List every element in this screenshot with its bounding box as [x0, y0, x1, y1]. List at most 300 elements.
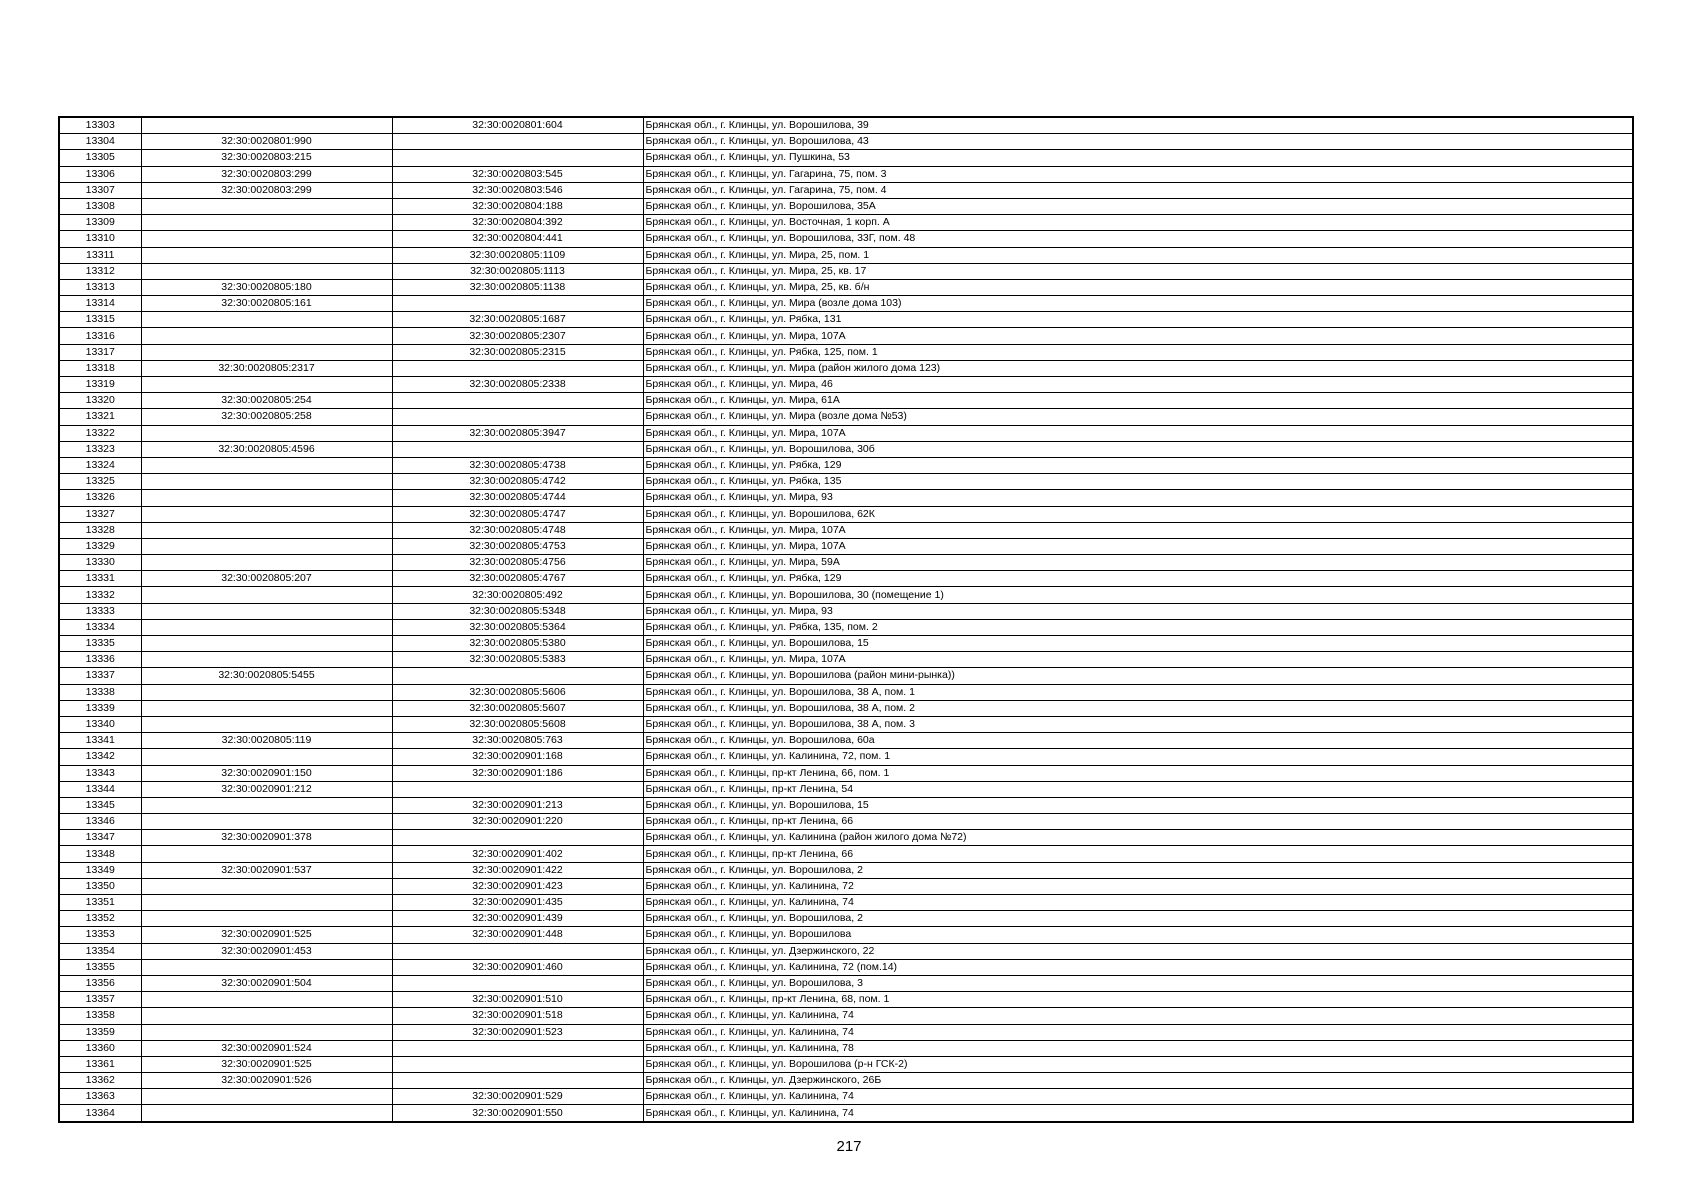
object-cadastral-number-cell: 32:30:0020901:213 [392, 797, 643, 813]
table-row [59, 360, 1633, 376]
address-cell: Брянская обл., г. Клинцы, ул. Дзержинского, 22 [643, 943, 1633, 959]
cadastral-number-cell [141, 636, 392, 652]
object-cadastral-number-cell [392, 1040, 643, 1056]
address-cell: Брянская обл., г. Клинцы, ул. Ворошилова, 35А [643, 198, 1633, 214]
object-cadastral-number-cell: 32:30:0020805:4738 [392, 457, 643, 473]
cadastral-number-cell [141, 911, 392, 927]
cadastral-number-cell [141, 878, 392, 894]
row-number-cell: 13318 [59, 360, 141, 376]
address-cell: Брянская обл., г. Клинцы, ул. Мира (возле дома №53) [643, 409, 1633, 425]
table-row [59, 117, 1633, 134]
address-cell: Брянская обл., г. Клинцы, ул. Ворошилова, 62К [643, 506, 1633, 522]
address-cell: Брянская обл., г. Клинцы, ул. Мира, 93 [643, 490, 1633, 506]
table-row [59, 781, 1633, 797]
row-number-cell: 13319 [59, 377, 141, 393]
address-cell: Брянская обл., г. Клинцы, ул. Ворошилова, 33Г, пом. 48 [643, 231, 1633, 247]
row-number-cell: 13339 [59, 700, 141, 716]
object-cadastral-number-cell: 32:30:0020801:604 [392, 117, 643, 134]
object-cadastral-number-cell: 32:30:0020805:492 [392, 587, 643, 603]
address-cell: Брянская обл., г. Клинцы, ул. Мира, 61А [643, 393, 1633, 409]
row-number-cell: 13350 [59, 878, 141, 894]
row-number-cell: 13363 [59, 1089, 141, 1105]
cadastral-number-cell: 32:30:0020805:207 [141, 571, 392, 587]
row-number-cell: 13345 [59, 797, 141, 813]
row-number-cell: 13308 [59, 198, 141, 214]
table-row [59, 668, 1633, 684]
table-row [59, 733, 1633, 749]
address-cell: Брянская обл., г. Клинцы, ул. Ворошилова, 60а [643, 733, 1633, 749]
table-row [59, 538, 1633, 554]
row-number-cell: 13337 [59, 668, 141, 684]
address-cell: Брянская обл., г. Клинцы, ул. Мира, 107А [643, 328, 1633, 344]
cadastral-number-cell [141, 992, 392, 1008]
table-row [59, 749, 1633, 765]
cadastral-number-cell [141, 231, 392, 247]
address-cell: Брянская обл., г. Клинцы, ул. Ворошилова (р-н ГСК-2) [643, 1056, 1633, 1072]
address-cell: Брянская обл., г. Клинцы, ул. Ворошилова, 3 [643, 975, 1633, 991]
address-cell: Брянская обл., г. Клинцы, ул. Калинина (район жилого дома №72) [643, 830, 1633, 846]
row-number-cell: 13360 [59, 1040, 141, 1056]
cadastral-number-cell [141, 749, 392, 765]
cadastral-number-cell: 32:30:0020901:525 [141, 927, 392, 943]
table-row [59, 814, 1633, 830]
cadastral-number-cell [141, 312, 392, 328]
address-cell: Брянская обл., г. Клинцы, ул. Ворошилова, 38 А, пом. 3 [643, 716, 1633, 732]
cadastral-number-cell [141, 603, 392, 619]
object-cadastral-number-cell: 32:30:0020805:2338 [392, 377, 643, 393]
object-cadastral-number-cell [392, 943, 643, 959]
address-cell: Брянская обл., г. Клинцы, ул. Рябка, 125, пом. 1 [643, 344, 1633, 360]
cadastral-number-cell: 32:30:0020803:299 [141, 182, 392, 198]
address-cell: Брянская обл., г. Клинцы, ул. Рябка, 129 [643, 571, 1633, 587]
object-cadastral-number-cell: 32:30:0020901:168 [392, 749, 643, 765]
address-cell: Брянская обл., г. Клинцы, ул. Мира, 25, кв. 17 [643, 263, 1633, 279]
address-cell: Брянская обл., г. Клинцы, ул. Калинина, 74 [643, 1008, 1633, 1024]
object-cadastral-number-cell: 32:30:0020805:1687 [392, 312, 643, 328]
address-cell: Брянская обл., г. Клинцы, пр-кт Ленина, 68, пом. 1 [643, 992, 1633, 1008]
address-cell: Брянская обл., г. Клинцы, ул. Мира, 107А [643, 522, 1633, 538]
cadastral-number-cell: 32:30:0020805:4596 [141, 441, 392, 457]
cadastral-number-cell: 32:30:0020901:453 [141, 943, 392, 959]
object-cadastral-number-cell: 32:30:0020803:545 [392, 166, 643, 182]
object-cadastral-number-cell: 32:30:0020805:5608 [392, 716, 643, 732]
table-row [59, 506, 1633, 522]
row-number-cell: 13362 [59, 1073, 141, 1089]
address-cell: Брянская обл., г. Клинцы, ул. Калинина, 74 [643, 1105, 1633, 1122]
address-cell: Брянская обл., г. Клинцы, пр-кт Ленина, 66, пом. 1 [643, 765, 1633, 781]
table-row [59, 765, 1633, 781]
cadastral-number-cell [141, 522, 392, 538]
row-number-cell: 13347 [59, 830, 141, 846]
row-number-cell: 13348 [59, 846, 141, 862]
table-row [59, 975, 1633, 991]
object-cadastral-number-cell: 32:30:0020804:441 [392, 231, 643, 247]
address-cell: Брянская обл., г. Клинцы, ул. Калинина, 74 [643, 1024, 1633, 1040]
table-row [59, 231, 1633, 247]
address-cell: Брянская обл., г. Клинцы, ул. Мира, 107А [643, 538, 1633, 554]
object-cadastral-number-cell [392, 830, 643, 846]
cadastral-number-cell: 32:30:0020901:150 [141, 765, 392, 781]
cadastral-number-cell [141, 263, 392, 279]
object-cadastral-number-cell: 32:30:0020805:2315 [392, 344, 643, 360]
table-row [59, 215, 1633, 231]
address-cell: Брянская обл., г. Клинцы, ул. Гагарина, 75, пом. 3 [643, 166, 1633, 182]
object-cadastral-number-cell: 32:30:0020805:2307 [392, 328, 643, 344]
address-cell: Брянская обл., г. Клинцы, ул. Калинина, 74 [643, 895, 1633, 911]
cadastral-number-cell: 32:30:0020803:299 [141, 166, 392, 182]
table-row [59, 134, 1633, 150]
cadastral-number-cell: 32:30:0020805:5455 [141, 668, 392, 684]
row-number-cell: 13323 [59, 441, 141, 457]
object-cadastral-number-cell: 32:30:0020901:220 [392, 814, 643, 830]
row-number-cell: 13328 [59, 522, 141, 538]
row-number-cell: 13321 [59, 409, 141, 425]
row-number-cell: 13340 [59, 716, 141, 732]
address-cell: Брянская обл., г. Клинцы, ул. Гагарина, 75, пом. 4 [643, 182, 1633, 198]
table-row [59, 425, 1633, 441]
row-number-cell: 13356 [59, 975, 141, 991]
row-number-cell: 13329 [59, 538, 141, 554]
object-cadastral-number-cell [392, 975, 643, 991]
row-number-cell: 13353 [59, 927, 141, 943]
row-number-cell: 13314 [59, 296, 141, 312]
row-number-cell: 13330 [59, 555, 141, 571]
cadastral-number-cell: 32:30:0020805:254 [141, 393, 392, 409]
cadastral-number-cell: 32:30:0020901:537 [141, 862, 392, 878]
table-row [59, 474, 1633, 490]
table-row [59, 1056, 1633, 1072]
row-number-cell: 13359 [59, 1024, 141, 1040]
cadastral-number-cell [141, 684, 392, 700]
row-number-cell: 13344 [59, 781, 141, 797]
table-row [59, 1024, 1633, 1040]
cadastral-number-cell [141, 117, 392, 134]
address-cell: Брянская обл., г. Клинцы, ул. Калинина, 74 [643, 1089, 1633, 1105]
row-number-cell: 13342 [59, 749, 141, 765]
object-cadastral-number-cell: 32:30:0020805:763 [392, 733, 643, 749]
object-cadastral-number-cell [392, 668, 643, 684]
object-cadastral-number-cell: 32:30:0020805:3947 [392, 425, 643, 441]
object-cadastral-number-cell: 32:30:0020805:1138 [392, 279, 643, 295]
row-number-cell: 13357 [59, 992, 141, 1008]
object-cadastral-number-cell: 32:30:0020804:392 [392, 215, 643, 231]
address-cell: Брянская обл., г. Клинцы, ул. Ворошилова, 30б [643, 441, 1633, 457]
table-row [59, 927, 1633, 943]
table-row [59, 457, 1633, 473]
address-cell: Брянская обл., г. Клинцы, ул. Ворошилова, 2 [643, 862, 1633, 878]
address-cell: Брянская обл., г. Клинцы, ул. Пушкина, 53 [643, 150, 1633, 166]
table-row [59, 636, 1633, 652]
object-cadastral-number-cell: 32:30:0020805:4744 [392, 490, 643, 506]
row-number-cell: 13364 [59, 1105, 141, 1122]
object-cadastral-number-cell: 32:30:0020901:448 [392, 927, 643, 943]
row-number-cell: 13316 [59, 328, 141, 344]
cadastral-number-cell [141, 895, 392, 911]
address-cell: Брянская обл., г. Клинцы, ул. Ворошилова, 43 [643, 134, 1633, 150]
address-cell: Брянская обл., г. Клинцы, ул. Мира, 107А [643, 652, 1633, 668]
row-number-cell: 13333 [59, 603, 141, 619]
address-cell: Брянская обл., г. Клинцы, ул. Рябка, 135 [643, 474, 1633, 490]
object-cadastral-number-cell: 32:30:0020901:422 [392, 862, 643, 878]
object-cadastral-number-cell: 32:30:0020805:4753 [392, 538, 643, 554]
row-number-cell: 13355 [59, 959, 141, 975]
cadastral-number-cell [141, 587, 392, 603]
table-row [59, 959, 1633, 975]
object-cadastral-number-cell [392, 296, 643, 312]
table-row [59, 247, 1633, 263]
address-cell: Брянская обл., г. Клинцы, ул. Рябка, 131 [643, 312, 1633, 328]
table-row [59, 166, 1633, 182]
object-cadastral-number-cell [392, 1056, 643, 1072]
table-row [59, 1073, 1633, 1089]
object-cadastral-number-cell [392, 150, 643, 166]
object-cadastral-number-cell [392, 360, 643, 376]
row-number-cell: 13306 [59, 166, 141, 182]
row-number-cell: 13309 [59, 215, 141, 231]
cadastral-number-cell [141, 490, 392, 506]
address-cell: Брянская обл., г. Клинцы, ул. Калинина, 72, пом. 1 [643, 749, 1633, 765]
row-number-cell: 13352 [59, 911, 141, 927]
cadastral-number-cell: 32:30:0020805:180 [141, 279, 392, 295]
object-cadastral-number-cell: 32:30:0020805:5606 [392, 684, 643, 700]
cadastral-number-cell [141, 959, 392, 975]
table-row [59, 312, 1633, 328]
cadastral-number-cell [141, 457, 392, 473]
object-cadastral-number-cell: 32:30:0020901:460 [392, 959, 643, 975]
object-cadastral-number-cell [392, 441, 643, 457]
object-cadastral-number-cell [392, 134, 643, 150]
row-number-cell: 13341 [59, 733, 141, 749]
cadastral-number-cell [141, 377, 392, 393]
row-number-cell: 13322 [59, 425, 141, 441]
table-row [59, 603, 1633, 619]
cadastral-number-cell [141, 1089, 392, 1105]
table-row [59, 571, 1633, 587]
object-cadastral-number-cell: 32:30:0020805:4756 [392, 555, 643, 571]
address-cell: Брянская обл., г. Клинцы, ул. Ворошилова, 30 (помещение 1) [643, 587, 1633, 603]
cadastral-number-cell [141, 474, 392, 490]
row-number-cell: 13332 [59, 587, 141, 603]
cadastral-number-cell: 32:30:0020901:525 [141, 1056, 392, 1072]
table-row [59, 652, 1633, 668]
row-number-cell: 13354 [59, 943, 141, 959]
address-cell: Брянская обл., г. Клинцы, ул. Мира, 93 [643, 603, 1633, 619]
table-row [59, 1105, 1633, 1122]
object-cadastral-number-cell: 32:30:0020901:523 [392, 1024, 643, 1040]
cadastral-number-cell: 32:30:0020803:215 [141, 150, 392, 166]
cadastral-number-cell [141, 814, 392, 830]
row-number-cell: 13327 [59, 506, 141, 522]
cadastral-number-cell: 32:30:0020901:524 [141, 1040, 392, 1056]
address-cell: Брянская обл., г. Клинцы, ул. Ворошилова [643, 927, 1633, 943]
row-number-cell: 13303 [59, 117, 141, 134]
row-number-cell: 13315 [59, 312, 141, 328]
row-number-cell: 13338 [59, 684, 141, 700]
cadastral-number-cell [141, 700, 392, 716]
object-cadastral-number-cell: 32:30:0020805:1113 [392, 263, 643, 279]
cadastral-number-cell: 32:30:0020805:161 [141, 296, 392, 312]
table-row [59, 846, 1633, 862]
table-row [59, 409, 1633, 425]
address-cell: Брянская обл., г. Клинцы, ул. Рябка, 129 [643, 457, 1633, 473]
object-cadastral-number-cell: 32:30:0020805:4748 [392, 522, 643, 538]
table-row [59, 700, 1633, 716]
address-cell: Брянская обл., г. Клинцы, ул. Восточная, 1 корп. А [643, 215, 1633, 231]
address-cell: Брянская обл., г. Клинцы, ул. Ворошилова, 2 [643, 911, 1633, 927]
cadastral-number-cell [141, 652, 392, 668]
object-cadastral-number-cell: 32:30:0020901:518 [392, 1008, 643, 1024]
row-number-cell: 13311 [59, 247, 141, 263]
address-cell: Брянская обл., г. Клинцы, ул. Мира (район жилого дома 123) [643, 360, 1633, 376]
object-cadastral-number-cell: 32:30:0020901:435 [392, 895, 643, 911]
address-cell: Брянская обл., г. Клинцы, ул. Ворошилова, 15 [643, 636, 1633, 652]
row-number-cell: 13336 [59, 652, 141, 668]
object-cadastral-number-cell [392, 393, 643, 409]
address-cell: Брянская обл., г. Клинцы, ул. Ворошилова, 38 А, пом. 1 [643, 684, 1633, 700]
row-number-cell: 13307 [59, 182, 141, 198]
table-row [59, 911, 1633, 927]
cadastral-number-cell [141, 1024, 392, 1040]
row-number-cell: 13310 [59, 231, 141, 247]
address-cell: Брянская обл., г. Клинцы, ул. Рябка, 135, пом. 2 [643, 619, 1633, 635]
address-cell: Брянская обл., г. Клинцы, ул. Ворошилова (район мини-рынка)) [643, 668, 1633, 684]
table-row [59, 296, 1633, 312]
object-cadastral-number-cell: 32:30:0020901:402 [392, 846, 643, 862]
cadastral-number-cell [141, 846, 392, 862]
table-row [59, 328, 1633, 344]
table-row [59, 441, 1633, 457]
cadastral-number-cell [141, 198, 392, 214]
object-cadastral-number-cell: 32:30:0020805:4767 [392, 571, 643, 587]
table-row [59, 1040, 1633, 1056]
address-cell: Брянская обл., г. Клинцы, ул. Мира, 25, кв. б/н [643, 279, 1633, 295]
row-number-cell: 13304 [59, 134, 141, 150]
row-number-cell: 13313 [59, 279, 141, 295]
cadastral-number-cell [141, 1105, 392, 1122]
cadastral-number-cell: 32:30:0020901:504 [141, 975, 392, 991]
table-row [59, 1008, 1633, 1024]
address-cell: Брянская обл., г. Клинцы, ул. Мира, 46 [643, 377, 1633, 393]
row-number-cell: 13325 [59, 474, 141, 490]
object-cadastral-number-cell: 32:30:0020805:1109 [392, 247, 643, 263]
address-cell: Брянская обл., г. Клинцы, пр-кт Ленина, 54 [643, 781, 1633, 797]
row-number-cell: 13312 [59, 263, 141, 279]
table-row [59, 992, 1633, 1008]
row-number-cell: 13320 [59, 393, 141, 409]
cadastral-number-cell: 32:30:0020805:2317 [141, 360, 392, 376]
registry-body [59, 117, 1633, 1122]
cadastral-number-cell [141, 555, 392, 571]
cadastral-number-cell: 32:30:0020805:119 [141, 733, 392, 749]
address-cell: Брянская обл., г. Клинцы, ул. Мира (возле дома 103) [643, 296, 1633, 312]
table-row [59, 862, 1633, 878]
row-number-cell: 13326 [59, 490, 141, 506]
table-row [59, 878, 1633, 894]
object-cadastral-number-cell [392, 1073, 643, 1089]
cadastral-number-cell [141, 247, 392, 263]
address-cell: Брянская обл., г. Клинцы, ул. Ворошилова, 39 [643, 117, 1633, 134]
table-row [59, 943, 1633, 959]
table-row [59, 393, 1633, 409]
table-row [59, 263, 1633, 279]
table-row [59, 150, 1633, 166]
cadastral-number-cell: 32:30:0020805:258 [141, 409, 392, 425]
cadastral-number-cell [141, 619, 392, 635]
address-cell: Брянская обл., г. Клинцы, ул. Ворошилова, 15 [643, 797, 1633, 813]
row-number-cell: 13346 [59, 814, 141, 830]
object-cadastral-number-cell: 32:30:0020805:4742 [392, 474, 643, 490]
table-row [59, 279, 1633, 295]
object-cadastral-number-cell [392, 781, 643, 797]
object-cadastral-number-cell: 32:30:0020805:4747 [392, 506, 643, 522]
object-cadastral-number-cell: 32:30:0020805:5380 [392, 636, 643, 652]
cadastral-number-cell [141, 344, 392, 360]
table-row [59, 522, 1633, 538]
table-row [59, 377, 1633, 393]
object-cadastral-number-cell [392, 409, 643, 425]
address-cell: Брянская обл., г. Клинцы, ул. Ворошилова, 38 А, пом. 2 [643, 700, 1633, 716]
address-cell: Брянская обл., г. Клинцы, ул. Мира, 107А [643, 425, 1633, 441]
object-cadastral-number-cell: 32:30:0020805:5383 [392, 652, 643, 668]
object-cadastral-number-cell: 32:30:0020901:423 [392, 878, 643, 894]
cadastral-number-cell [141, 1008, 392, 1024]
cadastral-number-cell [141, 506, 392, 522]
table-row [59, 895, 1633, 911]
table-row [59, 684, 1633, 700]
object-cadastral-number-cell: 32:30:0020901:510 [392, 992, 643, 1008]
cadastral-number-cell [141, 215, 392, 231]
cadastral-number-cell: 32:30:0020901:378 [141, 830, 392, 846]
property-registry-table [58, 116, 1634, 1123]
address-cell: Брянская обл., г. Клинцы, ул. Калинина, 72 [643, 878, 1633, 894]
object-cadastral-number-cell: 32:30:0020901:550 [392, 1105, 643, 1122]
object-cadastral-number-cell: 32:30:0020901:186 [392, 765, 643, 781]
object-cadastral-number-cell: 32:30:0020805:5607 [392, 700, 643, 716]
cadastral-number-cell: 32:30:0020801:990 [141, 134, 392, 150]
address-cell: Брянская обл., г. Клинцы, ул. Мира, 25, пом. 1 [643, 247, 1633, 263]
row-number-cell: 13334 [59, 619, 141, 635]
table-row [59, 344, 1633, 360]
row-number-cell: 13331 [59, 571, 141, 587]
object-cadastral-number-cell: 32:30:0020803:546 [392, 182, 643, 198]
row-number-cell: 13305 [59, 150, 141, 166]
row-number-cell: 13351 [59, 895, 141, 911]
cadastral-number-cell [141, 328, 392, 344]
address-cell: Брянская обл., г. Клинцы, пр-кт Ленина, 66 [643, 846, 1633, 862]
address-cell: Брянская обл., г. Клинцы, ул. Мира, 59А [643, 555, 1633, 571]
table-row [59, 716, 1633, 732]
row-number-cell: 13317 [59, 344, 141, 360]
table-row [59, 830, 1633, 846]
row-number-cell: 13361 [59, 1056, 141, 1072]
address-cell: Брянская обл., г. Клинцы, ул. Калинина, 72 (пом.14) [643, 959, 1633, 975]
table-row [59, 198, 1633, 214]
page-number: 217 [836, 1138, 862, 1155]
row-number-cell: 13343 [59, 765, 141, 781]
object-cadastral-number-cell: 32:30:0020901:529 [392, 1089, 643, 1105]
table-row [59, 587, 1633, 603]
cadastral-number-cell: 32:30:0020901:526 [141, 1073, 392, 1089]
cadastral-number-cell [141, 538, 392, 554]
table-row [59, 555, 1633, 571]
object-cadastral-number-cell: 32:30:0020901:439 [392, 911, 643, 927]
address-cell: Брянская обл., г. Клинцы, ул. Дзержинского, 26Б [643, 1073, 1633, 1089]
address-cell: Брянская обл., г. Клинцы, ул. Калинина, 78 [643, 1040, 1633, 1056]
cadastral-number-cell [141, 716, 392, 732]
table-row [59, 619, 1633, 635]
object-cadastral-number-cell: 32:30:0020805:5364 [392, 619, 643, 635]
row-number-cell: 13349 [59, 862, 141, 878]
